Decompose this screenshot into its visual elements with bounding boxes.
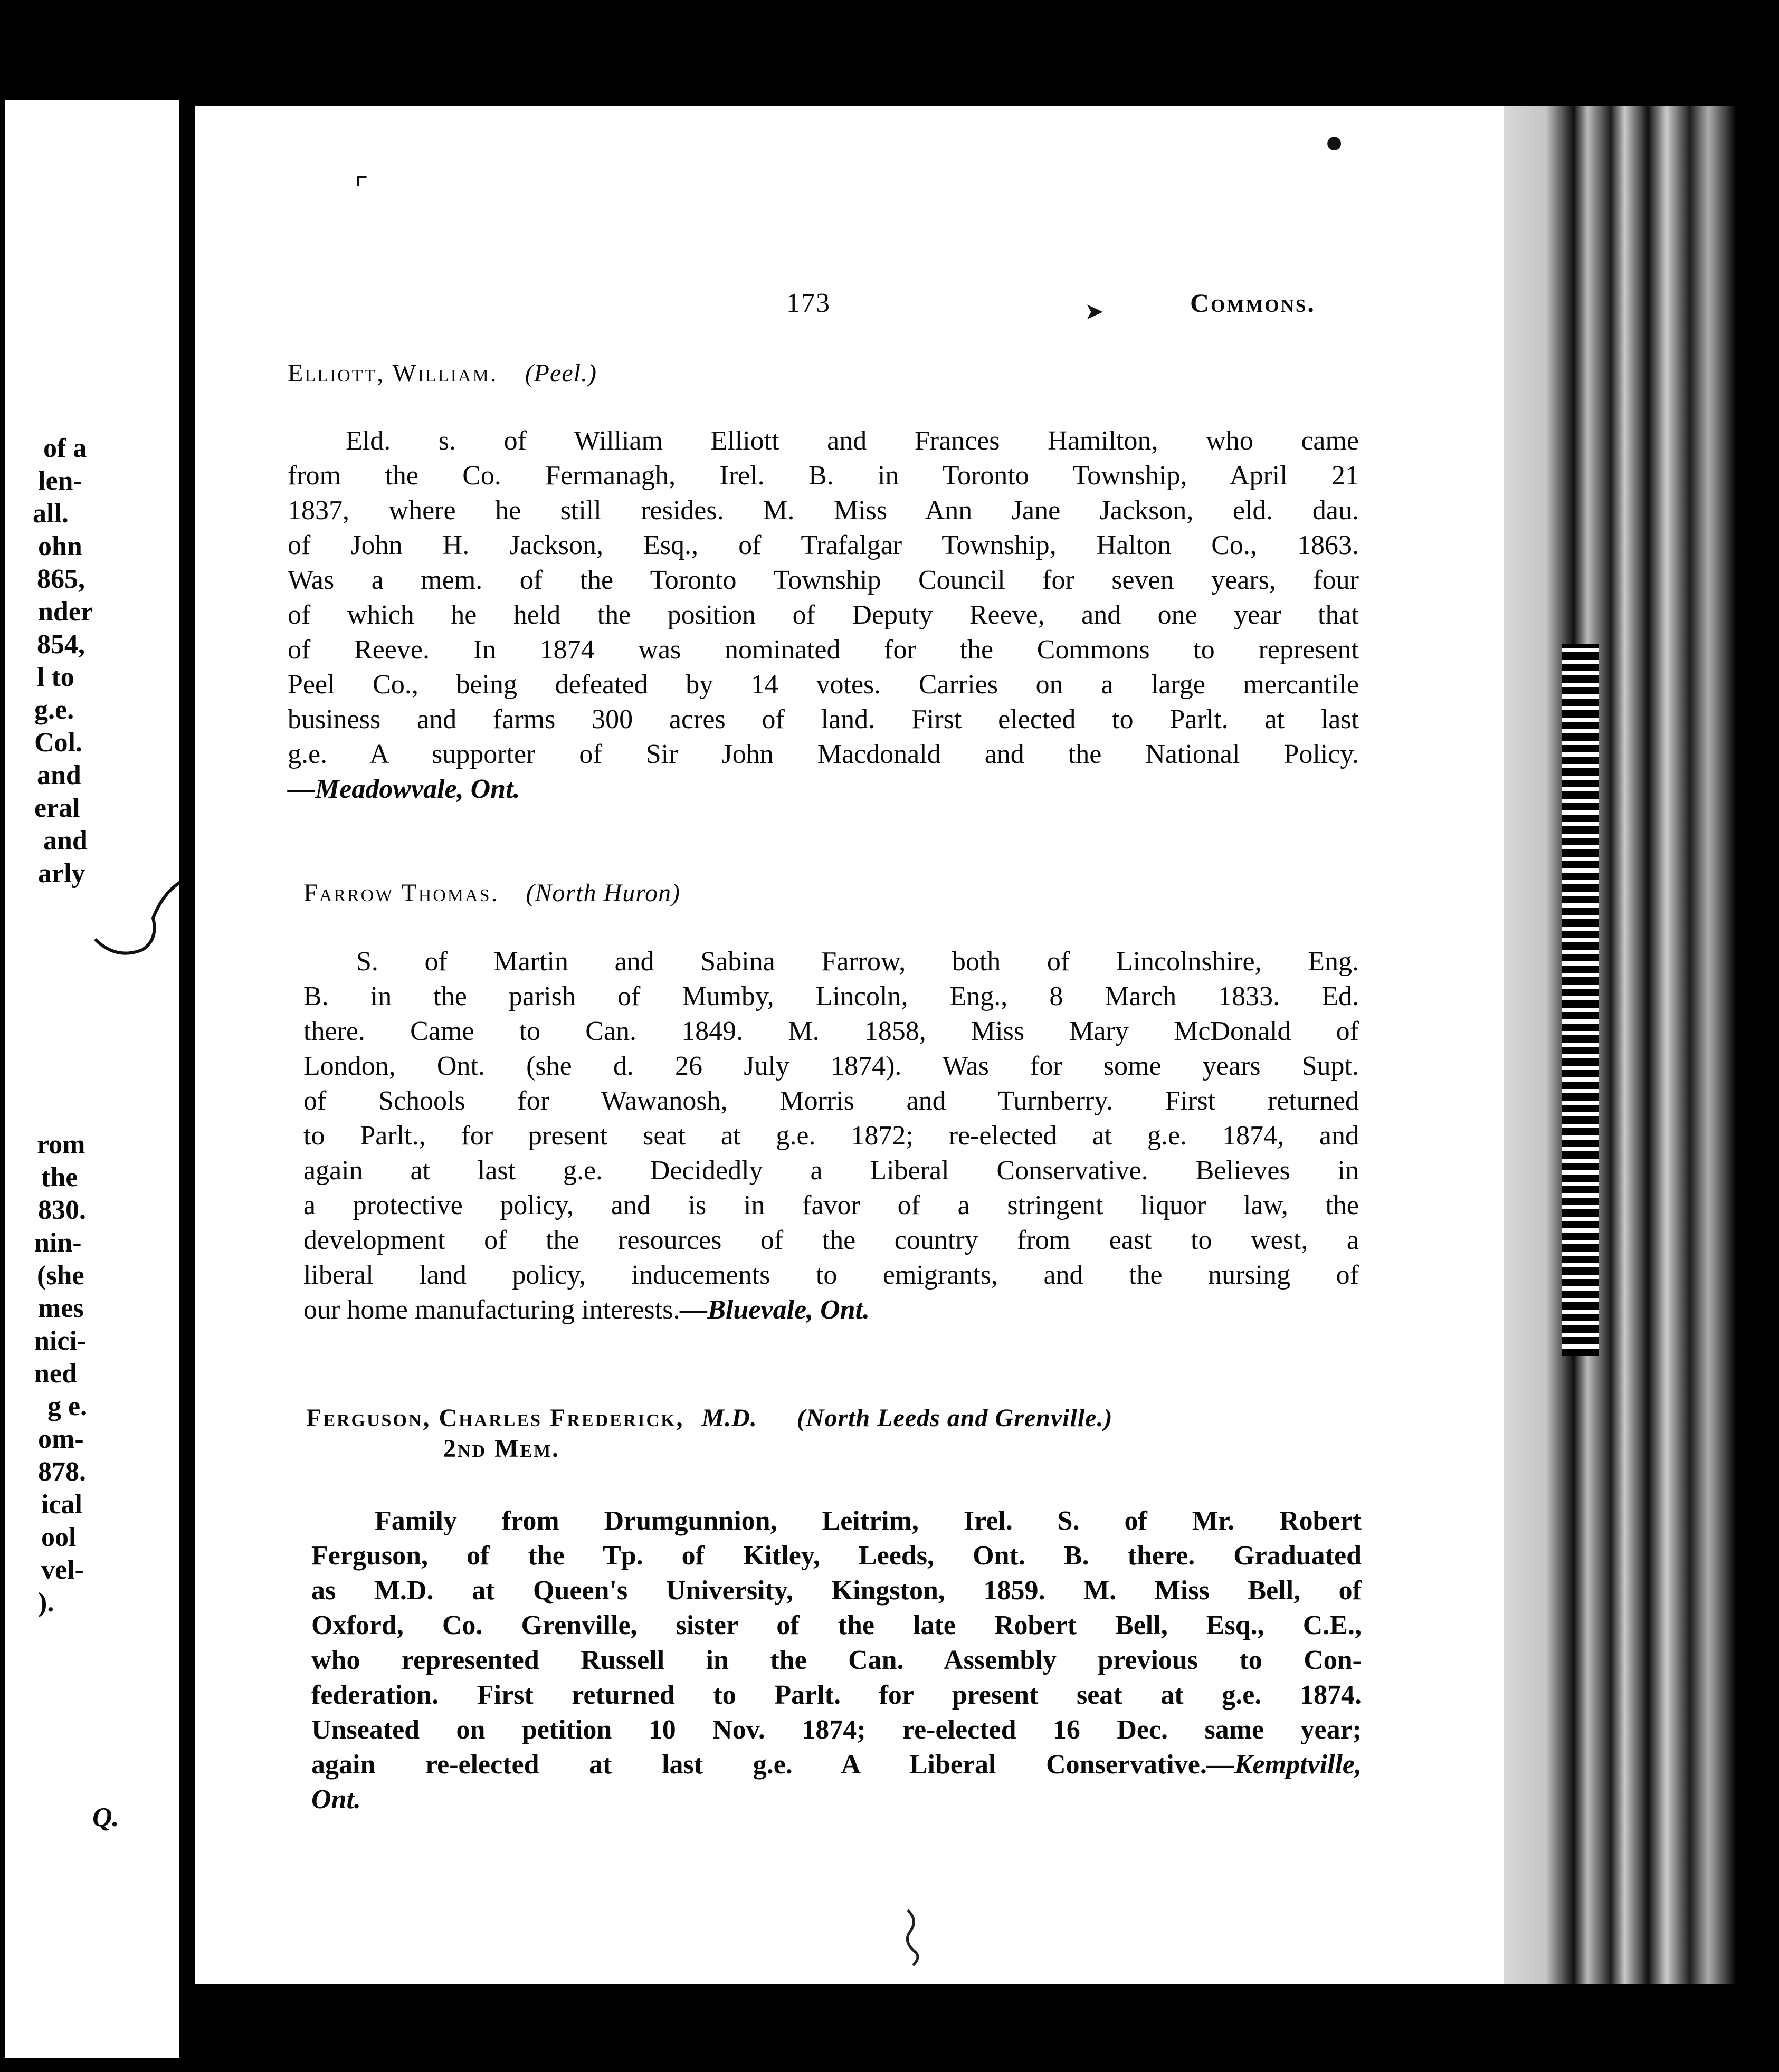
text-line: Family from Drumgunnion, Leitrim, Irel. S. of Mr. Robert <box>375 1506 1362 1536</box>
text-line: liberal land policy, inducements to emigrants, and the nursing of <box>303 1260 1359 1290</box>
left-fragment: and <box>37 760 81 790</box>
text-line: development of the resources of the country from east to west, a <box>303 1225 1359 1255</box>
squiggle-mark-icon <box>897 1905 929 1968</box>
text-line: a protective policy, and is in favor of a stringent liquor law, the <box>303 1190 1359 1220</box>
entry-constituency: (North Huron) <box>526 879 681 907</box>
running-head: Commons. <box>1190 288 1316 318</box>
ink-mark-icon: ⌜ <box>355 173 369 205</box>
entry-name: Farrow Thomas. <box>303 879 499 907</box>
adjacent-page-strip <box>5 100 179 2058</box>
text-line: of Schools for Wawanosh, Morris and Turnberry. First returned <box>303 1086 1359 1116</box>
left-fragment: l to <box>37 662 74 692</box>
left-fragment: g e. <box>47 1391 88 1421</box>
text-line: there. Came to Can. 1849. M. 1858, Miss Mary McDonald of <box>303 1016 1359 1046</box>
text-line: as M.D. at Queen's University, Kingston, 1859. M. Miss Bell, of <box>311 1576 1362 1606</box>
text-line: of John H. Jackson, Esq., of Trafalgar Township, Halton Co., 1863. <box>288 530 1359 560</box>
left-fragment: 878. <box>38 1457 86 1487</box>
entry-constituency: (Peel.) <box>525 359 597 387</box>
entry-name: Ferguson, Charles Frederick, <box>306 1404 684 1432</box>
text-line <box>303 1293 1359 1328</box>
text-line: of Reeve. In 1874 was nominated for the Commons to represent <box>288 635 1359 665</box>
text-line: federation. First returned to Parlt. for present seat at g.e. 1874. <box>311 1680 1362 1710</box>
left-fragment: nin- <box>34 1228 82 1258</box>
entry-heading <box>306 1403 1112 1433</box>
page-number: 173 <box>786 288 831 318</box>
text-line: S. of Martin and Sabina Farrow, both of Lincolnshire, Eng. <box>356 947 1359 977</box>
left-fragment: ohn <box>38 531 82 561</box>
text-line: Unseated on petition 10 Nov. 1874; re-elected 16 Dec. same year; <box>311 1715 1362 1745</box>
entry-residence: —Meadowvale, Ont. <box>288 774 520 804</box>
left-fragment: nici- <box>34 1326 87 1356</box>
entry-residence-end: Ont. <box>311 1784 361 1815</box>
text-line-end: our home manufacturing interests. <box>303 1295 680 1325</box>
text-line: of which he held the position of Deputy Reeve, and one year that <box>288 600 1359 630</box>
text-line: B. in the parish of Mumby, Lincoln, Eng., 8 March 1833. Ed. <box>303 981 1359 1011</box>
text-line: Peel Co., being defeated by 14 votes. Carries on a large mercantile <box>288 670 1359 700</box>
entry-body <box>303 944 1359 1328</box>
left-fragment: len- <box>38 466 82 496</box>
text-line-end: again re-elected at last g.e. A Liberal Conservative. <box>311 1750 1207 1780</box>
left-fragment: g.e. <box>34 695 74 725</box>
left-fragment: 830. <box>38 1195 86 1225</box>
left-fragment: rom <box>37 1130 85 1160</box>
left-fragment: and <box>43 826 88 856</box>
left-fragment: nder <box>38 597 93 627</box>
entry-constituency: (North Leeds and Grenville.) <box>796 1404 1113 1432</box>
left-fragment: (she <box>37 1261 84 1291</box>
text-line: Oxford, Co. Grenville, sister of the late Robert Bell, Esq., C.E., <box>311 1610 1362 1640</box>
entry-name: Elliott, William. <box>288 359 498 387</box>
left-fragment: all. <box>33 499 69 529</box>
entry-body <box>288 424 1359 807</box>
left-fragment: arly <box>38 858 85 889</box>
left-fragment: mes <box>38 1293 84 1323</box>
text-line: from the Co. Fermanagh, Irel. B. in Toronto Township, April 21 <box>288 461 1359 491</box>
text-line: London, Ont. (she d. 26 July 1874). Was for some years Supt. <box>303 1051 1359 1081</box>
ink-mark-icon: ➤ <box>1084 299 1104 324</box>
left-fragment: Q. <box>92 1802 119 1832</box>
entry-heading <box>288 359 597 388</box>
entry-residence: —Kemptville, <box>1206 1750 1362 1780</box>
left-fragment: 854, <box>37 629 85 660</box>
text-line: Was a mem. of the Toronto Township Council for seven years, four <box>288 565 1359 595</box>
entry-residence: —Bluevale, Ont. <box>680 1295 870 1325</box>
text-line: Eld. s. of William Elliott and Frances Hamilton, who came <box>346 426 1359 456</box>
left-fragment: ool <box>41 1522 77 1552</box>
text-line: business and farms 300 acres of land. First elected to Parlt. at last <box>288 704 1359 734</box>
text-line <box>311 1748 1362 1782</box>
ink-blot-icon: ● <box>1325 125 1344 159</box>
left-fragment: eral <box>34 793 80 823</box>
entry-body <box>311 1504 1362 1817</box>
text-line: again at last g.e. Decidedly a Liberal Conservative. Believes in <box>303 1156 1359 1186</box>
left-fragment: Col. <box>34 728 82 758</box>
page-edge-shadow <box>1504 106 1736 1984</box>
left-fragment: ). <box>38 1588 54 1618</box>
text-line: Ferguson, of the Tp. of Kitley, Leeds, Ont. B. there. Graduated <box>311 1541 1362 1571</box>
left-fragment: 865, <box>37 564 85 594</box>
entry-subheading: 2nd Mem. <box>443 1435 560 1463</box>
left-fragment: vel- <box>41 1555 84 1585</box>
entry-heading <box>303 879 680 908</box>
entry-degree: M.D. <box>701 1404 757 1432</box>
left-fragment: of a <box>43 433 87 463</box>
left-fragment: the <box>41 1162 78 1192</box>
text-line: g.e. A supporter of Sir John Macdonald and the National Policy. <box>288 739 1359 769</box>
text-line: who represented Russell in the Can. Assembly previous to Con- <box>311 1645 1362 1675</box>
left-fragment: ical <box>41 1489 82 1520</box>
text-line: to Parlt., for present seat at g.e. 1872; re-elected at g.e. 1874, and <box>303 1121 1359 1151</box>
bracket-scribble-icon <box>84 860 179 976</box>
left-fragment: ned <box>34 1359 77 1389</box>
left-fragment: om- <box>38 1424 84 1454</box>
text-line: 1837, where he still resides. M. Miss Ann Jane Jackson, eld. dau. <box>288 495 1359 526</box>
binding-stripe <box>1562 644 1599 1356</box>
